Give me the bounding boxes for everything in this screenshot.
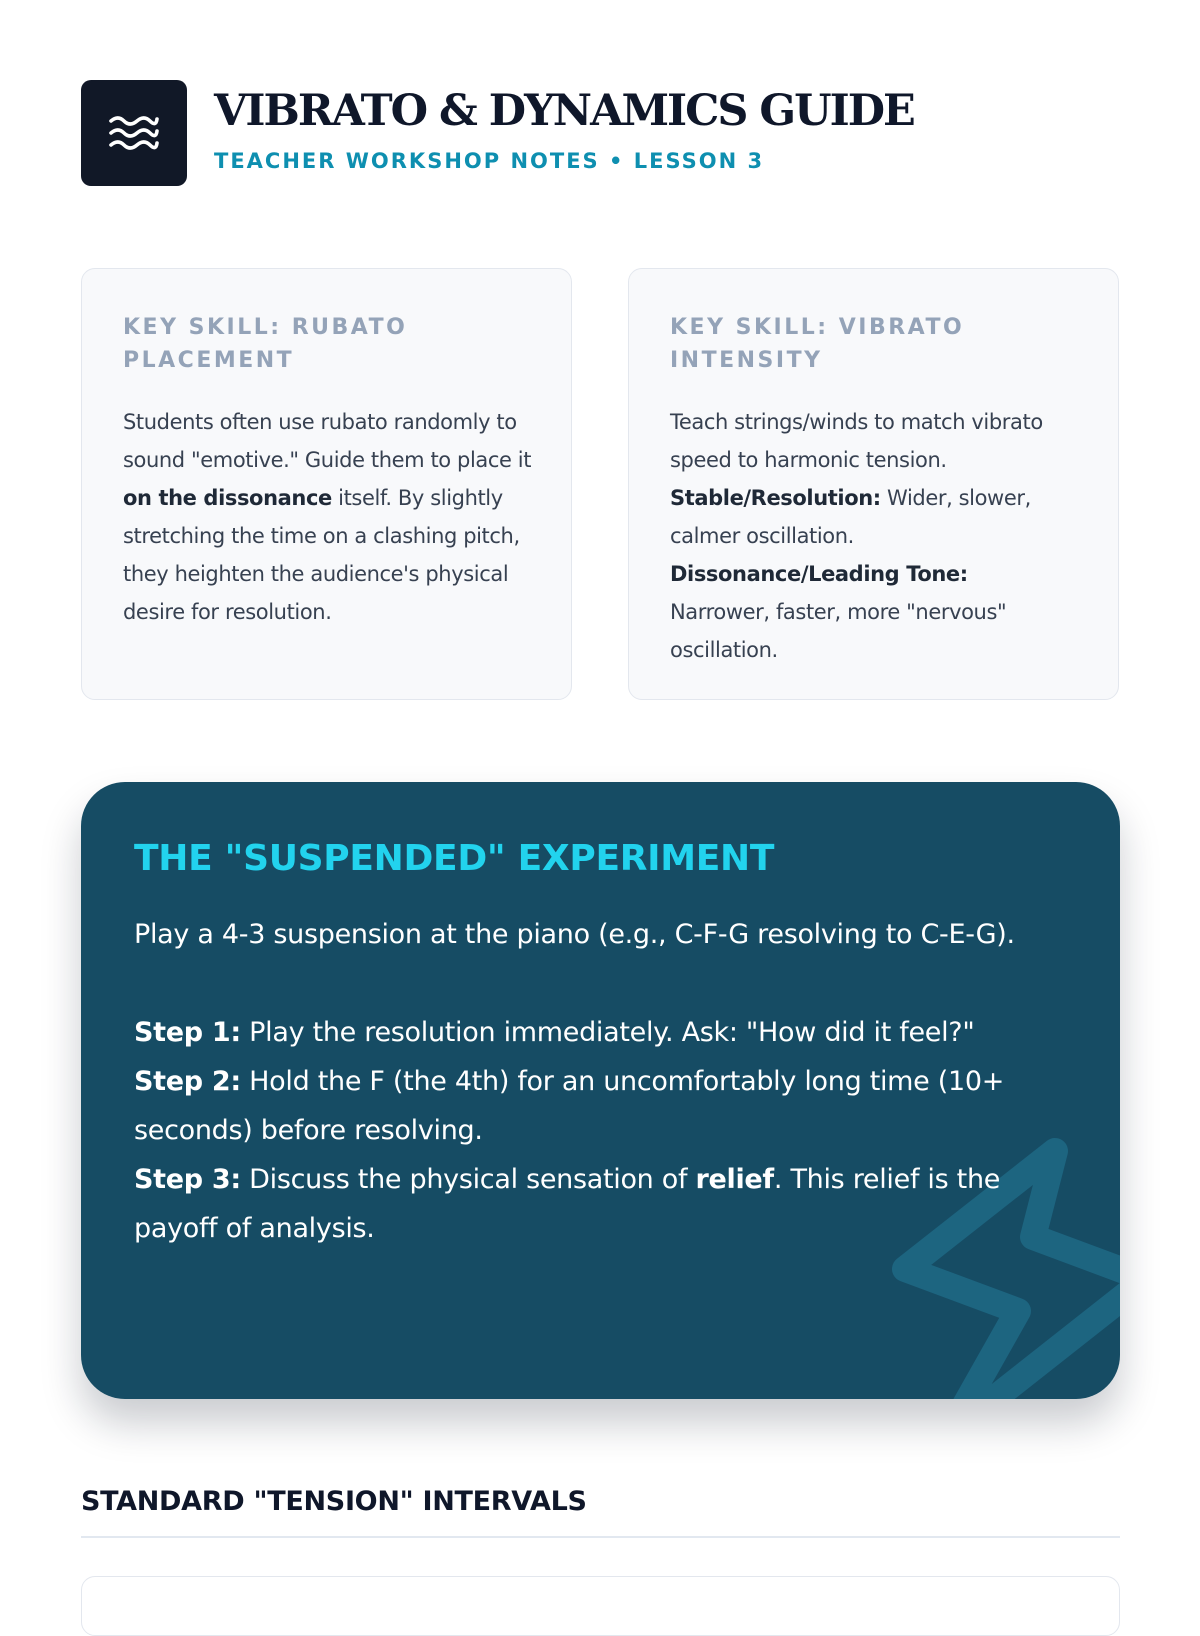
rubato-skill-card: [81, 268, 572, 700]
rubato-text-part-1: Students often use rubato randomly to sound "emotive." Guide them to place it: [123, 410, 532, 472]
rubato-skill-body: [123, 403, 541, 631]
vibrato-intro: Teach strings/winds to match vibrato speed to harmonic tension.: [670, 410, 1043, 472]
experiment-intro: Play a 4-3 suspension at the piano (e.g., C-F-G resolving to C-E-G).: [134, 919, 1015, 950]
vibrato-skill-heading: KEY SKILL: VIBRATO INTENSITY: [670, 315, 965, 373]
rubato-skill-heading: KEY SKILL: RUBATO PLACEMENT: [123, 315, 408, 373]
step-3-emphasis: relief: [695, 1164, 774, 1195]
dissonance-label: Dissonance/Leading Tone:: [670, 562, 968, 586]
step-1-text: Play the resolution immediately. Ask: "How did it feel?": [240, 1017, 975, 1048]
step-1-label: Step 1:: [134, 1017, 241, 1048]
step-3-text-part-2: . This relief is the payoff of analysis.: [134, 1164, 1001, 1244]
page: [81, 0, 1120, 1600]
vibrato-skill-body: [670, 403, 1088, 669]
logo: [81, 80, 187, 186]
step-2-text: Hold the F (the 4th) for an uncomfortably long time (10+ seconds) before resolving.: [134, 1066, 1005, 1146]
vibrato-skill-card: [628, 268, 1119, 700]
page-header: [81, 80, 1120, 187]
stable-label: Stable/Resolution:: [670, 486, 881, 510]
step-3-label: Step 3:: [134, 1164, 241, 1195]
step-3-text-part-1: Discuss the physical sensation of: [240, 1164, 696, 1195]
rubato-text-part-2: itself. By slightly stretching the time on a clashing pitch, they heighten the audience's physical desire for resolution.: [123, 486, 520, 624]
experiment-title: THE "SUSPENDED" EXPERIMENT: [134, 838, 775, 879]
experiment-spacer: [134, 959, 1066, 1008]
page-subtitle: TEACHER WORKSHOP NOTES • LESSON 3: [214, 149, 765, 173]
dissonance-text: Narrower, faster, more "nervous" oscillation.: [670, 600, 1007, 662]
rubato-emphasis: on the dissonance: [123, 486, 332, 510]
experiment-steps: [134, 1008, 1066, 1253]
stable-text: Wider, slower, calmer oscillation.: [670, 486, 1031, 548]
page-title: VIBRATO & DYNAMICS GUIDE: [214, 86, 914, 136]
tension-intervals-heading: STANDARD "TENSION" INTERVALS: [81, 1482, 1120, 1538]
tension-intervals-table: [81, 1576, 1120, 1636]
suspended-experiment-panel: [81, 782, 1120, 1399]
step-2-label: Step 2:: [134, 1066, 241, 1097]
waves-icon: [108, 113, 160, 153]
